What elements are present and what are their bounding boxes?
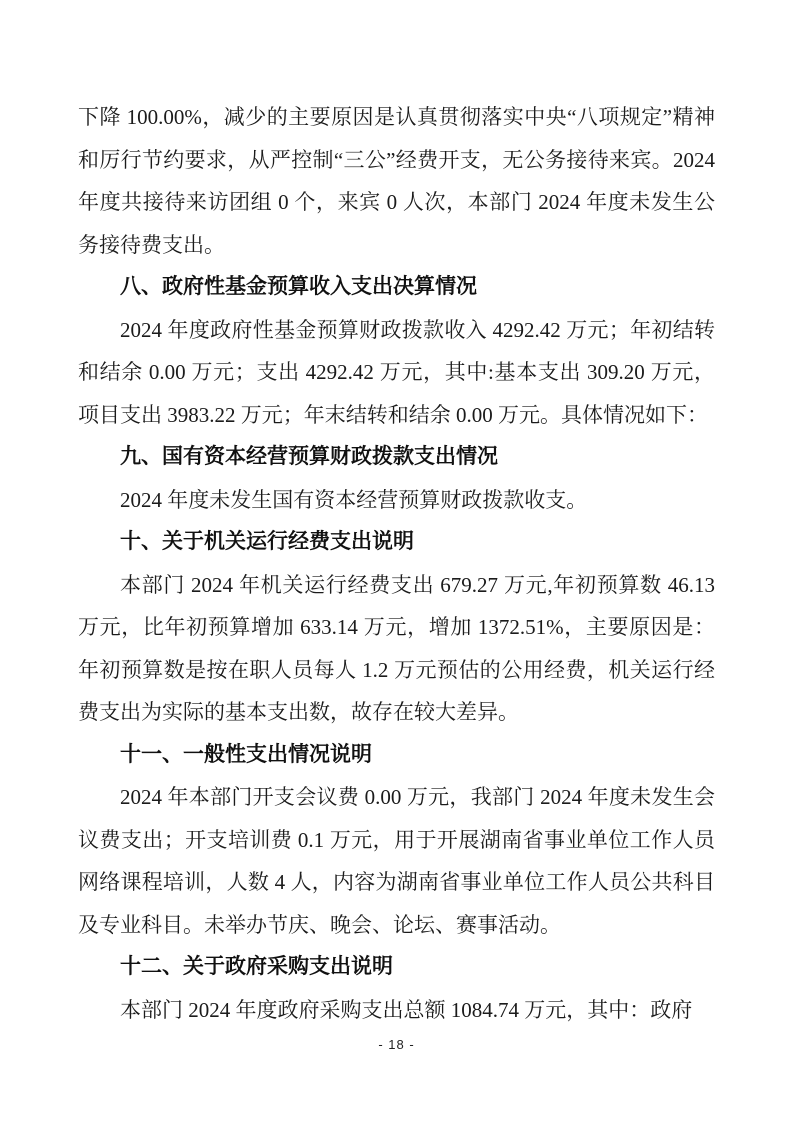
document-body	[78, 96, 715, 1031]
carryover-paragraph: 下降 100.00%，减少的主要原因是认真贯彻落实中央“八项规定”精神和厉行节约要求，从严控制“三公”经费开支，无公务接待来宾。2024 年度共接待来访团组 0 个，来宾 0 人次，本部门 2024 年度未发生公务接待费支出。	[78, 105, 715, 257]
section-9-paragraph: 2024 年度未发生国有资本经营预算财政拨款收支。	[120, 487, 588, 512]
section-10-paragraph: 本部门 2024 年机关运行经费支出 679.27 万元,年初预算数 46.13 万元，比年初预算增加 633.14 万元，增加 1372.51%，主要原因是：年初预算数是按在职人员每人 1.2 万元预估的公用经费，机关运行经费支出为实际的基本支出数，故存在较大差异。	[78, 572, 715, 724]
section-10-heading: 十、关于机关运行经费支出说明	[120, 530, 414, 553]
section-8-paragraph: 2024 年度政府性基金预算财政拨款收入 4292.42 万元；年初结转和结余 0.00 万元；支出 4292.42 万元，其中:基本支出 309.20 万元，项目支出 3983.22 万元；年末结转和结余 0.00 万元。具体情况如下：	[78, 317, 715, 427]
section-12-heading: 十二、关于政府采购支出说明	[120, 955, 393, 978]
section-9-heading: 九、国有资本经营预算财政拨款支出情况	[120, 445, 498, 468]
section-12-paragraph: 本部门 2024 年度政府采购支出总额 1084.74 万元，其中：政府	[120, 997, 693, 1022]
section-11-paragraph: 2024 年本部门开支会议费 0.00 万元，我部门 2024 年度未发生会议费支出；开支培训费 0.1 万元，用于开展湖南省事业单位工作人员网络课程培训，人数 4 人，内容为湖南省事业单位工作人员公共科目及专业科目。未举办节庆、晚会、论坛、赛事活动。	[78, 785, 715, 937]
section-8-heading: 八、政府性基金预算收入支出决算情况	[120, 275, 477, 298]
section-11-heading: 十一、一般性支出情况说明	[120, 742, 372, 766]
page-number: - 18 -	[378, 1037, 415, 1052]
